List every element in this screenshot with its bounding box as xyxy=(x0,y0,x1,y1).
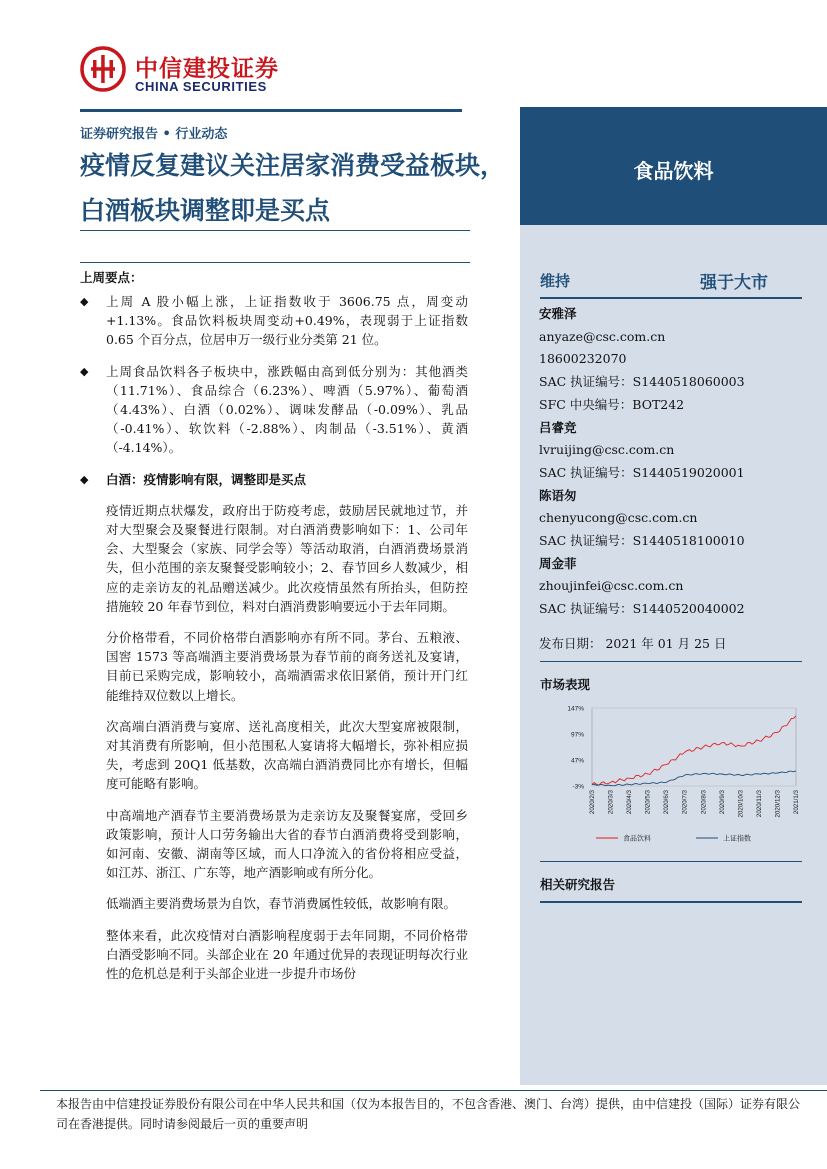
analyst-sac-id: SAC 执证编号：S1440519020001 xyxy=(539,464,745,480)
chart-divider xyxy=(540,861,802,862)
footer-disclaimer: 本报告由中信建投证券股份有限公司在中华人民共和国（仅为本报告目的，不包含香港、澳门、台湾）提供，由中信建投（国际）证券有限公司在香港提供。同时请参阅最后一页的重要声明 xyxy=(56,1097,801,1131)
x-tick-label: 2020/3/3 xyxy=(607,790,615,815)
sector-name: 食品饮料 xyxy=(633,159,714,183)
y-tick-label: 97% xyxy=(570,731,584,739)
diamond-bullet-icon: ◆ xyxy=(80,472,89,486)
y-tick-label: 47% xyxy=(570,757,584,765)
analyst-block xyxy=(539,417,809,485)
related-reports-title: 相关研究报告 xyxy=(540,877,616,892)
analyst-list xyxy=(539,303,809,621)
body-paragraph: 中高端地产酒春节主要消费场景为走亲访友及聚餐宴席，受回乡政策影响，预计人口劳务输出大省的春节白酒消费将受到影响，如河南、安徽、湖南等区域，而人口净流入的省份将相应受益，如江苏、浙江、广东等，地产酒影响或有所分化。 xyxy=(106,807,468,881)
report-type: 证券研究报告 • 行业动态 xyxy=(80,127,228,142)
x-tick-label: 2020/4/3 xyxy=(626,790,634,815)
x-tick-label: 2020/7/3 xyxy=(681,790,689,815)
publish-date: 发布日期： 2021 年 01 月 25 日 xyxy=(539,636,727,651)
analyst-name: 陈语匆 xyxy=(539,487,577,503)
analyst-email[interactable]: zhoujinfei@csc.com.cn xyxy=(539,578,684,594)
date-divider xyxy=(540,661,802,662)
analyst-block xyxy=(539,303,809,417)
market-performance-title: 市场表现 xyxy=(540,677,591,692)
body-paragraph: 整体来看，此次疫情对白酒影响程度弱于去年同期，不同价格带白酒受影响不同。头部企业在 20 年通过优异的表现证明每次行业性的危机总是利于头部企业进一步提升市场份 xyxy=(106,927,468,982)
analyst-email[interactable]: chenyucong@csc.com.cn xyxy=(539,510,698,526)
rating-label: 维持 xyxy=(540,272,571,290)
subheading-text: 白酒：疫情影响有限，调整即是买点 xyxy=(106,471,307,487)
x-tick-label: 2020/10/3 xyxy=(737,790,745,818)
analyst-sfc-id: SFC 中央编号：BOT242 xyxy=(539,396,685,412)
diamond-bullet-icon: ◆ xyxy=(80,364,89,378)
legend-label: 上证指数 xyxy=(723,834,751,843)
baijiu-subheading xyxy=(80,470,468,489)
series-line-food-beverage xyxy=(592,716,796,785)
analyst-name: 周金菲 xyxy=(539,555,577,571)
rating-value: 强于大市 xyxy=(700,273,768,293)
x-tick-label: 2020/11/3 xyxy=(755,790,763,818)
header-divider xyxy=(80,109,462,112)
rating-divider xyxy=(540,297,802,299)
y-tick-label: 147% xyxy=(567,705,584,713)
y-tick-label: -3% xyxy=(572,783,584,791)
section-divider xyxy=(80,262,470,263)
x-tick-label: 2020/8/3 xyxy=(700,790,708,815)
x-tick-label: 2020/2/3 xyxy=(589,790,596,815)
report-title: 疫情反复建议关注居家消费受益板块，白酒板块调整即是买点 xyxy=(80,151,506,225)
x-tick-label: 2020/9/3 xyxy=(718,790,726,815)
related-divider xyxy=(540,901,802,903)
x-tick-label: 2020/12/3 xyxy=(774,790,782,818)
diamond-bullet-icon: ◆ xyxy=(80,295,89,308)
analyst-email[interactable]: anyaze@csc.com.cn xyxy=(539,328,666,344)
summary-bullet xyxy=(80,362,468,458)
main-body xyxy=(80,292,468,995)
summary-bullet xyxy=(80,292,468,350)
body-paragraph: 次高端白酒消费与宴席、送礼高度相关，此次大型宴席被限制，对其消费有所影响，但小范围私人宴请将大幅增长，弥补相应损失，考虑到 20Q1 低基数，次高端白酒消费同比亦有增长，但幅度可能略有影响。 xyxy=(106,718,468,792)
x-tick-label: 2020/5/3 xyxy=(644,790,652,815)
analyst-sac-id: SAC 执证编号：S1440520040002 xyxy=(539,601,745,617)
body-paragraph: 疫情近期点状爆发，政府出于防疫考虑，鼓励居民就地过节，并对大型聚会及聚餐进行限制。对白酒消费影响如下：1、公司年会、大型聚会（家族、同学会等）等活动取消，白酒消费场景消失，但小范围的亲友聚餐受影响较小；2、春节回乡人数减少，相应的走亲访友的礼品赠送减少。此次疫情虽然有所抬头，但防控措施较 20 年春节到位，料对白酒消费影响要远小于去年同期。 xyxy=(106,502,468,614)
analyst-sac-id: SAC 执证编号：S1440518060003 xyxy=(539,374,745,390)
analyst-name: 安雅泽 xyxy=(539,306,577,321)
footer-divider xyxy=(40,1090,827,1091)
legend-label: 食品饮料 xyxy=(623,834,651,843)
market-performance-chart xyxy=(540,698,802,850)
x-tick-label: 2020/6/3 xyxy=(663,790,671,815)
logo-english-name: CHINA SECURITIES xyxy=(135,79,267,94)
bullet-text: 上周食品饮料各子板块中，涨跌幅由高到低分别为：其他酒类（11.71%）、食品综合（6.23%）、啤酒（5.97%）、葡萄酒（4.43%）、白酒（0.02%）、调味发酵品（-0.09%）、乳品（-0.41%）、软饮料（-2.88%）、肉制品（-3.51%）、黄酒（-4.14%）。 xyxy=(106,363,468,456)
body-paragraph: 分价格带看，不同价格带白酒影响亦有所不同。茅台、五粮液、国窖 1573 等高端酒主要消费场景为春节前的商务送礼及宴请，目前已采购完成，影响较小，高端酒需求依旧紧俏，预计开门红能维持双位数以上增长。 xyxy=(106,630,468,703)
company-logo xyxy=(80,46,126,92)
title-underline xyxy=(80,230,470,231)
analyst-sac-id: SAC 执证编号：S1440518100010 xyxy=(539,533,745,549)
logo-chinese-name: 中信建投证券 xyxy=(135,56,279,82)
analyst-name: 吕睿竞 xyxy=(539,419,577,435)
body-paragraph: 低端酒主要消费场景为自饮，春节消费属性较低，故影响有限。 xyxy=(106,896,457,912)
analyst-block xyxy=(539,553,809,621)
bullet-text: 上周 A 股小幅上涨，上证指数收于 3606.75 点，周变动+1.13%。食品饮料板块周变动+0.49%，表现弱于上证指数 0.65 个百分点，位居申万一级行业分类第 21 位。 xyxy=(106,294,468,348)
series-line-shanghai-index xyxy=(592,771,796,786)
summary-heading: 上周要点： xyxy=(80,270,143,285)
x-tick-label: 2021/1/3 xyxy=(793,790,800,815)
analyst-email[interactable]: lvruijing@csc.com.cn xyxy=(539,442,675,458)
analyst-block xyxy=(539,485,809,553)
analyst-phone: 18600232070 xyxy=(539,351,627,367)
